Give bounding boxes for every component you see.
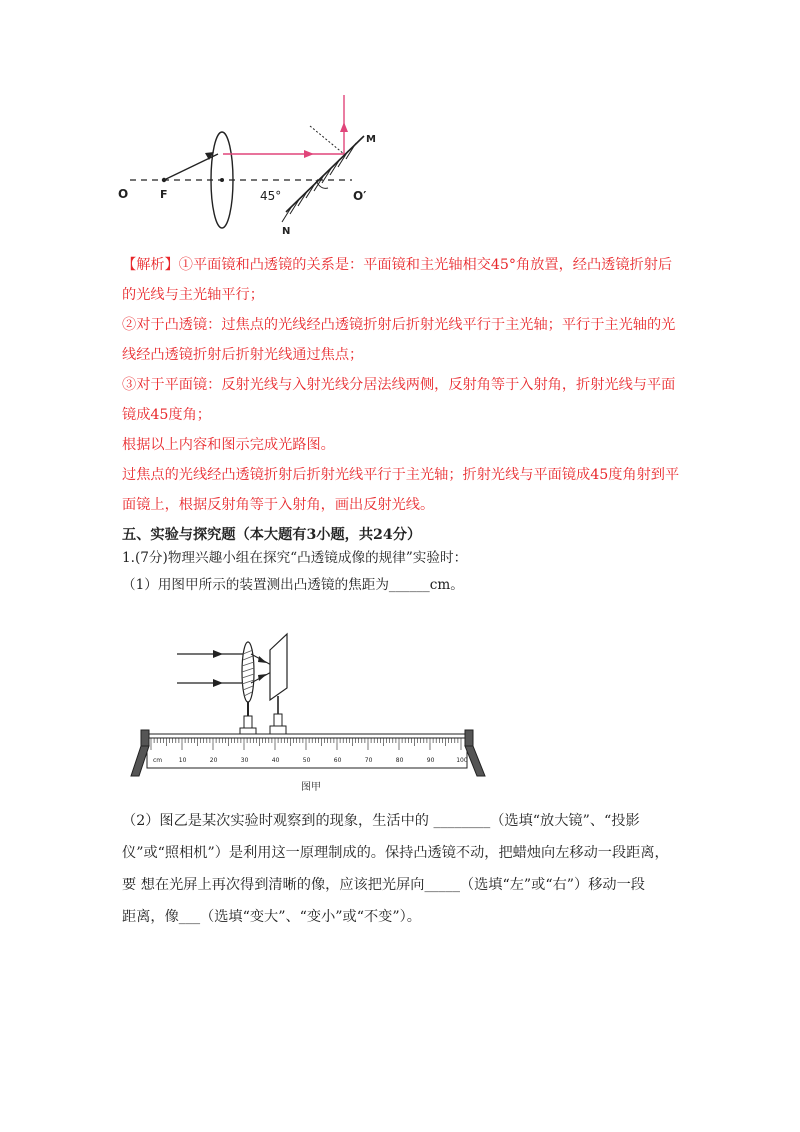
ruler-tick-label: 80 (395, 757, 404, 764)
ruler-tick-label: 40 (271, 757, 280, 764)
analysis-line-8: 过焦点的光线经凸透镜折射后折射光线平行于主光轴；折射光线与平面镜成45度角射到平 (122, 467, 680, 483)
normal-line (310, 126, 344, 154)
lens-center-point (220, 178, 224, 182)
question-1-part-1: （1）用图甲所示的装置测出凸透镜的焦距为______cm。 (122, 577, 464, 593)
rail-end-right (465, 730, 473, 746)
ruler-tick-label: 30 (240, 757, 249, 764)
analysis-line-5: ③对于平面镜：反射光线与入射光线分居法线两侧，反射角等于入射角，折射光线与平面 (122, 377, 676, 393)
ruler-tick-label: 60 (333, 757, 342, 764)
lens-mirror-diagram (110, 90, 380, 240)
analysis-line-6: 镜成45度角； (122, 407, 211, 423)
converging-ray-bottom-arrow (258, 674, 267, 681)
rail-leg-left (131, 746, 149, 776)
label-angle: 45° (260, 189, 282, 203)
rail-leg-right (465, 746, 485, 776)
bench-lens (242, 642, 254, 702)
ruler-tick-label: 70 (364, 757, 373, 764)
parallel-ray-bottom-arrow (213, 679, 223, 687)
label-o: O (118, 187, 129, 201)
analysis-line-9: 面镜上，根据反射角等于入射角，画出反射光线。 (122, 497, 435, 513)
converging-ray-top-arrow (258, 656, 267, 663)
ruler-tick-label: 90 (426, 757, 435, 764)
ruler-tick-label: 20 (209, 757, 218, 764)
part-2-line-4: 距离，像___（选填“变大”、“变小”或“不变”）。 (122, 909, 421, 925)
label-n: N (282, 226, 291, 237)
part-2-line-2: 仪”或“照相机”）是利用这一原理制成的。保持凸透镜不动，把蜡烛向左移动一段距离， (122, 845, 669, 861)
analysis-line-2: 的光线与主光轴平行； (122, 287, 264, 303)
ruler-unit: cm (153, 757, 163, 764)
ruler-tick-label: 10 (178, 757, 187, 764)
label-m: M (366, 134, 376, 145)
question-1-intro: 1.(7分)物理兴趣小组在探究“凸透镜成像的规律”实验时： (122, 550, 468, 566)
analysis-line-4: 线经凸透镜折射后折射光线通过焦点； (122, 347, 364, 363)
section-heading: 五、实验与探究题（本大题有3小题，共24分） (122, 527, 422, 543)
figure-caption: 图甲 (301, 782, 321, 793)
part-2-line-1: （2）图乙是某次实验时观察到的现象，生活中的 ________（选填“放大镜”、“投影 (122, 813, 640, 829)
rail-top (147, 734, 467, 738)
label-f: F (160, 188, 168, 201)
ruler-tick-label: 50 (302, 757, 311, 764)
rail-end-left (141, 730, 149, 746)
parallel-ray-top-arrow (213, 650, 223, 658)
reflected-ray-arrow (340, 122, 348, 132)
refracted-ray-arrow (304, 150, 314, 158)
part-2-line-3: 要 想在光屏上再次得到清晰的像，应该把光屏向_____（选填“左”或“右”）移动一段 (122, 877, 645, 893)
optical-bench-diagram (125, 630, 495, 800)
analysis-line-1: 【解析】①平面镜和凸透镜的关系是：平面镜和主光轴相交45°角放置，经凸透镜折射后 (122, 257, 673, 273)
analysis-line-3: ②对于凸透镜：过焦点的光线经凸透镜折射后折射光线平行于主光轴；平行于主光轴的光 (122, 317, 676, 333)
analysis-line-7: 根据以上内容和图示完成光路图。 (122, 437, 335, 453)
label-o-prime: O′ (353, 189, 367, 203)
light-screen (270, 634, 287, 700)
ruler-tick-label: 100 (456, 757, 468, 764)
